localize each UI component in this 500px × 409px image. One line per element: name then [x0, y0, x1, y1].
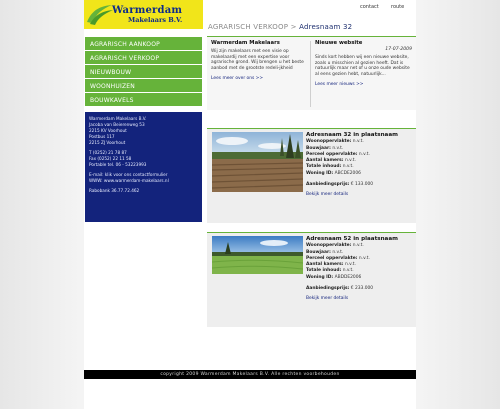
details-link[interactable]: Bekijk meer details — [306, 296, 349, 302]
company-name: Warmerdam Makelaars B.V. — [89, 116, 147, 121]
breadcrumb-current: Adresnaam 32 — [299, 23, 353, 31]
news-divider — [310, 41, 311, 107]
main-nav — [85, 37, 202, 107]
street: Jacoba van Beierenweg 53 — [89, 122, 145, 127]
news-column — [315, 41, 413, 88]
nav-item-bouwkavels[interactable]: BOUWKAVELS — [85, 93, 202, 106]
property-title[interactable]: Adresnaam 32 in plaatsnaam — [306, 132, 398, 138]
nav-item-woonhuizen[interactable]: WOONHUIZEN — [85, 79, 202, 92]
email-link[interactable]: E-mail: klik voor ons contactformulier — [89, 172, 168, 177]
about-more-link[interactable]: Lees meer over ons >> — [211, 75, 264, 81]
property-price: € 233.000 — [350, 286, 374, 292]
news-text: Sinds kort hebben wij een nieuwe website, zoals u misschien al gezien heeft. Dat is natuurlijk maar net of u onze oude website al eens gezien hebt, natuurlijk... — [315, 54, 410, 78]
postal-city: 2215 KV Voorhout — [89, 128, 127, 133]
property-info: Adresnaam 32 in plaatsnaam Woonoppervlakte: n.v.t. Bouwjaar: n.v.t. Perceel oppervlakte: n.v.t. Aantal kamers: n.v.t. Totale inhoud: n.v.t. Woning ID: ABCDE2006 Aanbiedingsprijs: € 133.000 Bekijk meer details — [306, 132, 414, 199]
property-title[interactable]: Adresnaam 52 in plaatsnaam — [306, 236, 398, 242]
breadcrumb-separator: > — [290, 23, 297, 31]
news-title[interactable]: Nieuwe website — [315, 40, 363, 46]
news-date: 17-07-2009 — [385, 47, 412, 52]
logo[interactable] — [84, 0, 203, 29]
about-column — [211, 41, 307, 82]
property-photo[interactable] — [212, 236, 303, 296]
po-box-postal: 2215 ZJ Voorhout — [89, 140, 126, 145]
logo-subtitle: Makelaars B.V. — [128, 16, 183, 24]
breadcrumb — [208, 23, 352, 31]
route-link[interactable]: route — [391, 4, 405, 10]
logo-name: Warmerdam — [112, 5, 183, 16]
details-link[interactable]: Bekijk meer details — [306, 192, 349, 198]
swoosh-icon — [86, 2, 114, 26]
po-box: Postbus 117 — [89, 134, 115, 139]
contact-address-block — [85, 112, 202, 222]
news-panel — [207, 36, 416, 110]
property-photo[interactable] — [212, 132, 303, 192]
nav-item-agrarisch-aankoop[interactable]: AGRARISCH AANKOOP — [85, 37, 202, 50]
fax: Fax (0252) 22 11 58 — [89, 156, 132, 161]
mobile: Portable tel. 06 - 53223993 — [89, 162, 147, 167]
bank-account: Rabobank 36.77.72.462 — [89, 188, 140, 193]
about-title: Warmerdam Makelaars — [211, 40, 280, 46]
property-info: Adresnaam 52 in plaatsnaam Woonoppervlakte: n.v.t. Bouwjaar: n.v.t. Perceel oppervlakte: n.v.t. Aantal kamers: n.v.t. Totale inhoud: n.v.t. Woning ID: ABDDE2006 Aanbiedingsprijs: € 233.000 Bekijk meer details — [306, 236, 414, 303]
breadcrumb-section[interactable]: AGRARISCH VERKOOP — [208, 23, 289, 31]
nav-item-agrarisch-verkoop[interactable]: AGRARISCH VERKOOP — [85, 51, 202, 64]
nav-item-nieuwbouw[interactable]: NIEUWBOUW — [85, 65, 202, 78]
about-text: Wij zijn makelaars met een visie op makelaardij met een expertise voor agrarische grond. Wij brengen u het beste aanbod met de grootste redeli-jkheid — [211, 48, 304, 72]
news-more-link[interactable]: Lees meer nieuws >> — [315, 81, 364, 87]
property-price: € 133.000 — [350, 182, 374, 188]
property-listing — [207, 128, 416, 223]
property-listing — [207, 232, 416, 327]
contact-link[interactable]: contact — [360, 4, 379, 10]
website-link[interactable]: WWW: www.warmerdam-makelaars.nl — [89, 178, 169, 183]
footer: copyright 2009 Warmerdam Makelaars B.V. Alle rechten voorbehouden — [84, 370, 416, 379]
phone: T (0252) 21 78 87 — [89, 150, 127, 155]
